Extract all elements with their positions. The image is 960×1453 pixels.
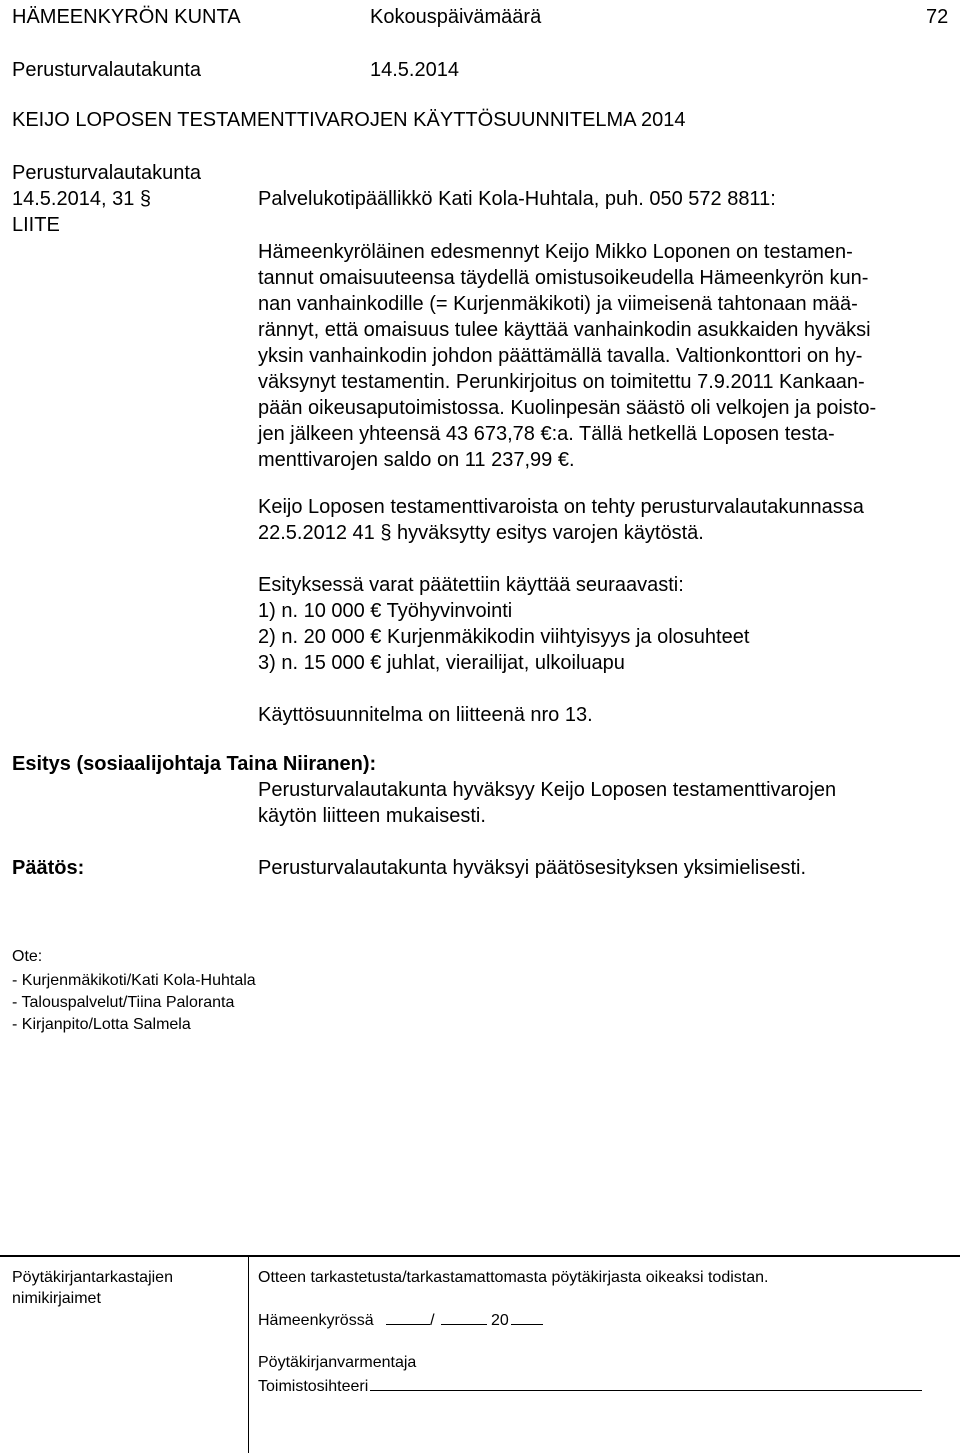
footer-slash: / [430, 1312, 435, 1329]
reference-committee: Perusturvalautakunta [12, 162, 202, 184]
paragraph-line: rännyt, että omaisuus tulee käyttää vanhainkodin asukkaiden hyväksi [258, 319, 871, 341]
proposal-text [258, 777, 958, 829]
footer-certification: Otteen tarkastetusta/tarkastamattomasta pöytäkirjasta oikeaksi todistan. [258, 1269, 769, 1286]
paragraph-line: yksin vanhainkodin johdon päättämällä tavalla. Valtionkonttori on hy- [258, 345, 863, 367]
month-blank[interactable] [441, 1308, 487, 1325]
extract-label: Ote: [12, 948, 43, 965]
footer-office-secretary: Toimistosihteeri [258, 1378, 369, 1395]
footer-year-prefix: 20 [490, 1312, 509, 1329]
usage-item: 2) n. 20 000 € Kurjenmäkikodin viihtyisyys ja olosuhteet [258, 626, 750, 648]
footer-certifier-title: Pöytäkirjanvarmentaja [258, 1354, 417, 1371]
extract-recipient: - Kirjanpito/Lotta Salmela [12, 1016, 191, 1033]
usage-item: 3) n. 15 000 € juhlat, vierailijat, ulkoiluapu [258, 652, 625, 674]
day-blank[interactable] [386, 1308, 430, 1325]
signature-blank[interactable] [370, 1374, 922, 1391]
body-paragraph-1 [258, 239, 958, 473]
body-paragraph-2 [258, 494, 958, 546]
footer-office-secretary-line [258, 1374, 922, 1397]
paragraph-line: menttivarojen saldo on 11 237,99 €. [258, 449, 575, 471]
footer-place: Hämeenkyrössä [258, 1312, 374, 1329]
presenter-line: Palvelukotipäällikkö Kati Kola-Huhtala, puh. 050 572 8811: [258, 188, 776, 210]
paragraph-line: Keijo Loposen testamenttivaroista on tehty perusturvalautakunnassa [258, 496, 864, 518]
footer-place-date [258, 1308, 543, 1331]
decision-text: Perusturvalautakunta hyväksyi päätösesityksen yksimielisesti. [258, 857, 807, 879]
extract-recipient: - Kurjenmäkikoti/Kati Kola-Huhtala [12, 972, 256, 989]
paragraph-line: pään oikeusaputoimistossa. Kuolinpesän säästö oli velkojen ja poisto- [258, 397, 877, 419]
paragraph-line: 22.5.2012 41 § hyväksytty esitys varojen käytöstä. [258, 522, 704, 544]
paragraph-line: nan vanhainkodille (= Kurjenmäkikoti) ja viimeisenä tahtonaan mää- [258, 293, 858, 315]
paragraph-line: tannut omaisuuteensa täydellä omistusoikeudella Hämeenkyrön kun- [258, 267, 869, 289]
paragraph-line: väksynyt testamentin. Perunkirjoitus on toimitettu 7.9.2011 Kankaan- [258, 371, 865, 393]
decision-label: Päätös: [12, 857, 85, 879]
extract-recipient: - Talouspalvelut/Tiina Paloranta [12, 994, 235, 1011]
usage-intro: Esityksessä varat päätettiin käyttää seuraavasti: [258, 574, 684, 596]
municipality-name: HÄMEENKYRÖN KUNTA [12, 6, 241, 28]
paragraph-line: jen jälkeen yhteensä 43 673,78 €:a. Tällä hetkellä Loposen testa- [258, 423, 835, 445]
attachment-note: Käyttösuunnitelma on liitteenä nro 13. [258, 704, 593, 726]
year-blank[interactable] [511, 1308, 543, 1325]
page-number: 72 [926, 6, 949, 28]
meeting-date: 14.5.2014 [370, 59, 459, 81]
usage-item: 1) n. 10 000 € Työhyvinvointi [258, 600, 513, 622]
footer-divider [0, 1255, 960, 1257]
document-title: KEIJO LOPOSEN TESTAMENTTIVAROJEN KÄYTTÖSUUNNITELMA 2014 [12, 109, 686, 131]
document-type: Kokouspäivämäärä [370, 6, 542, 28]
proposal-line: Perusturvalautakunta hyväksyy Keijo Loposen testamenttivarojen [258, 779, 837, 801]
footer-column-divider [248, 1256, 249, 1453]
footer-initials-label-2: nimikirjaimet [12, 1290, 101, 1307]
paragraph-line: Hämeenkyröläinen edesmennyt Keijo Mikko Loponen on testamen- [258, 241, 853, 263]
proposal-line: käytön liitteen mukaisesti. [258, 805, 486, 827]
usage-list [258, 572, 958, 676]
reference-attachment: LIITE [12, 214, 60, 236]
proposal-label: Esitys (sosiaalijohtaja Taina Niiranen): [12, 753, 377, 775]
committee-name: Perusturvalautakunta [12, 59, 202, 81]
reference-date-section: 14.5.2014, 31 § [12, 188, 152, 210]
footer-initials-label: Pöytäkirjantarkastajien [12, 1269, 173, 1286]
